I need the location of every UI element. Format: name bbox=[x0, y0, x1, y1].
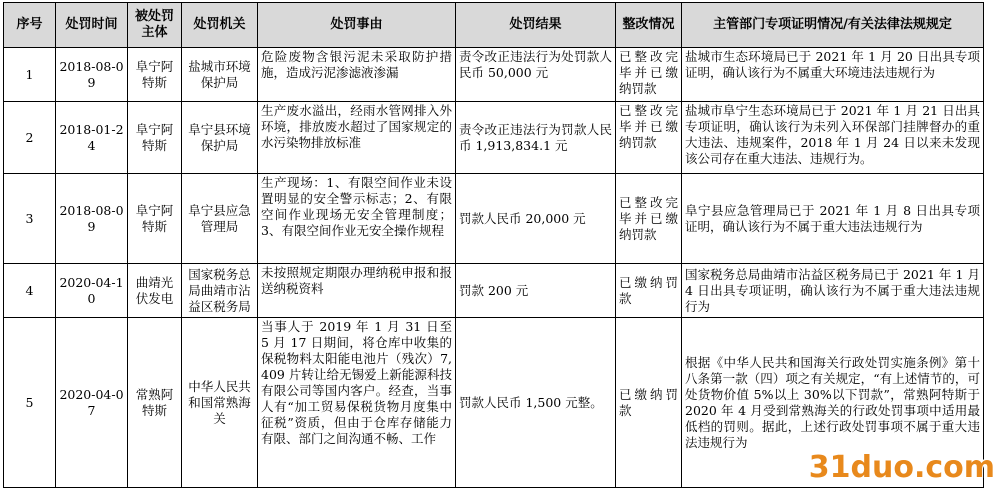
cell-certification: 阜宁县应急管理局已于 2021 年 1 月 8 日出具专项证明，确认该行为不属于重大违法违规行为 bbox=[682, 174, 984, 264]
cell-rectification: 已整改完毕并已缴纳罚款 bbox=[616, 48, 682, 102]
cell-subject: 阜宁阿特斯 bbox=[128, 102, 182, 174]
header-row bbox=[4, 3, 984, 48]
cell-reason: 当事人于 2019 年 1 月 31 日至 5 月 17 日期间，将仓库中收集的保税物料太阳能电池片（残次）7,409 片转让给无锡爱上新能源科技有限公司等国内客户。经查，当事人有“加工贸易保税货物月度集中征税”资质，但由于仓库存储能力有限、部门之间沟通不畅、工作 bbox=[258, 318, 456, 488]
header-subject: 被处罚主体 bbox=[128, 3, 182, 48]
cell-authority: 中华人民共和国常熟海关 bbox=[182, 318, 258, 488]
table-row bbox=[4, 264, 984, 318]
cell-date: 2020-04-07 bbox=[56, 318, 128, 488]
header-authority: 处罚机关 bbox=[182, 3, 258, 48]
penalty-table bbox=[3, 2, 984, 488]
header-certification: 主管部门专项证明情况/有关法律法规规定 bbox=[682, 3, 984, 48]
cell-authority: 盐城市环境保护局 bbox=[182, 48, 258, 102]
table-row bbox=[4, 174, 984, 264]
cell-result: 罚款人民币 1,500 元整。 bbox=[456, 318, 616, 488]
cell-result: 责令改正违法行为罚款人民币 1,913,834.1 元 bbox=[456, 102, 616, 174]
header-result: 处罚结果 bbox=[456, 3, 616, 48]
cell-rectification: 已整改完毕并已缴纳罚款 bbox=[616, 174, 682, 264]
cell-date: 2018-08-09 bbox=[56, 174, 128, 264]
cell-no: 3 bbox=[4, 174, 56, 264]
cell-result: 罚款人民币 20,000 元 bbox=[456, 174, 616, 264]
watermark-logo: 31duo.com bbox=[808, 450, 995, 485]
penalty-table-wrapper bbox=[3, 2, 984, 488]
cell-subject: 阜宁阿特斯 bbox=[128, 48, 182, 102]
table-row bbox=[4, 48, 984, 102]
cell-date: 2018-01-24 bbox=[56, 102, 128, 174]
cell-reason: 危险废物含银污泥未采取防护措施，造成污泥渗滤液渗漏 bbox=[258, 48, 456, 102]
cell-reason: 生产废水溢出，经雨水管网排入外环境，排放废水超过了国家规定的水污染物排放标准 bbox=[258, 102, 456, 174]
header-rectification: 整改情况 bbox=[616, 3, 682, 48]
cell-rectification: 已整改完毕并已缴纳罚款 bbox=[616, 102, 682, 174]
cell-rectification: 已缴纳罚款 bbox=[616, 264, 682, 318]
cell-certification: 盐城市生态环境局已于 2021 年 1 月 20 日出具专项证明，确认该行为不属重大环境违法违规行为 bbox=[682, 48, 984, 102]
cell-authority: 阜宁县应急管理局 bbox=[182, 174, 258, 264]
header-no: 序号 bbox=[4, 3, 56, 48]
cell-authority: 阜宁县环境保护局 bbox=[182, 102, 258, 174]
cell-rectification: 已缴纳罚款 bbox=[616, 318, 682, 488]
table-row bbox=[4, 102, 984, 174]
cell-date: 2020-04-10 bbox=[56, 264, 128, 318]
cell-subject: 曲靖光伏发电 bbox=[128, 264, 182, 318]
header-date: 处罚时间 bbox=[56, 3, 128, 48]
cell-reason: 未按照规定期限办理纳税申报和报送纳税资料 bbox=[258, 264, 456, 318]
cell-no: 2 bbox=[4, 102, 56, 174]
cell-no: 4 bbox=[4, 264, 56, 318]
cell-result: 罚款 200 元 bbox=[456, 264, 616, 318]
cell-certification: 根据《中华人民共和国海关行政处罚实施条例》第十八条第一款（四）项之有关规定，“有上述情节的，可处货物价值 5%以上 30%以下罚款”，常熟阿特斯于 2020 年 4 月受到常熟海关的行政处罚事项中适用最低档的罚则。据此，上述行政处罚事项不属于重大违法违规行为 bbox=[682, 318, 984, 488]
cell-result: 责令改正违法行为处罚款人民币 50,000 元 bbox=[456, 48, 616, 102]
cell-certification: 盐城市阜宁生态环境局已于 2021 年 1 月 21 日出具专项证明，确认该行为未列入环保部门挂牌督办的重大违法、违规案件，2018 年 1 月 24 日以来未发现该公司存在重大违法、违规行为。 bbox=[682, 102, 984, 174]
cell-subject: 常熟阿特斯 bbox=[128, 318, 182, 488]
cell-reason: 生产现场：1、有限空间作业未设置明显的安全警示标志；2、有限空间作业现场无安全管理制度；3、有限空间作业无安全操作规程 bbox=[258, 174, 456, 264]
cell-subject: 阜宁阿特斯 bbox=[128, 174, 182, 264]
cell-certification: 国家税务总局曲靖市沾益区税务局已于 2021 年 1 月 4 日出具专项证明，确认该行为不属于重大违法违规行为 bbox=[682, 264, 984, 318]
cell-no: 1 bbox=[4, 48, 56, 102]
header-reason: 处罚事由 bbox=[258, 3, 456, 48]
cell-authority: 国家税务总局曲靖市沾益区税务局 bbox=[182, 264, 258, 318]
cell-no: 5 bbox=[4, 318, 56, 488]
cell-date: 2018-08-09 bbox=[56, 48, 128, 102]
